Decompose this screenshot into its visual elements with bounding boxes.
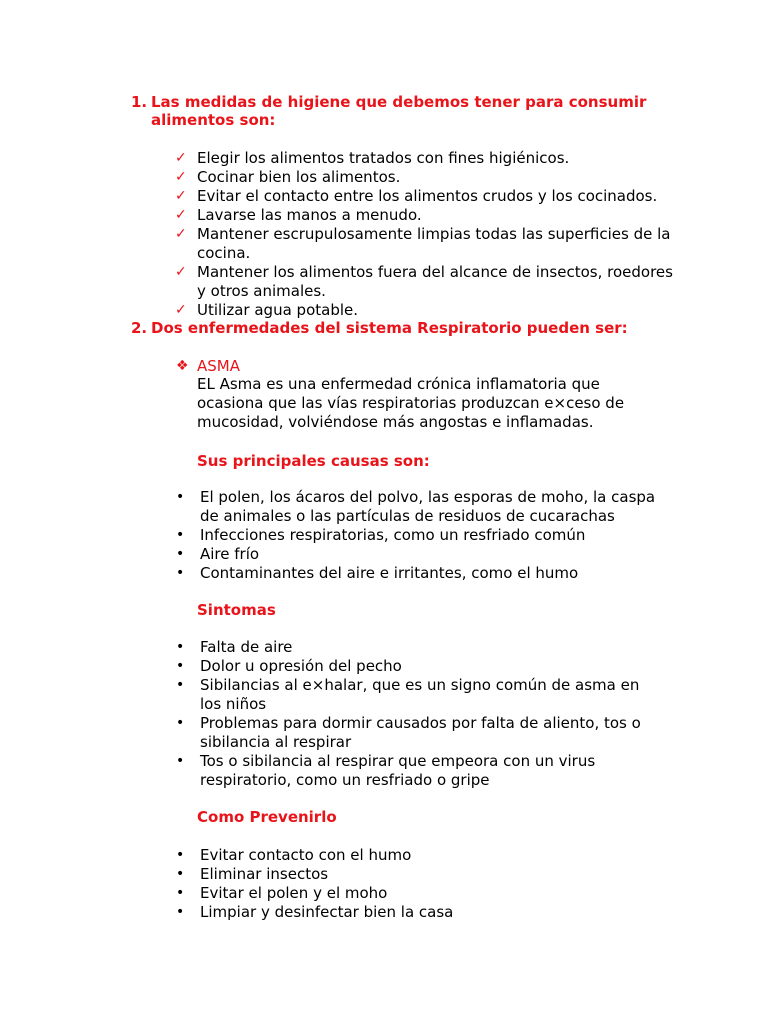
list-item-text: Mantener los alimentos fuera del alcance de insectos, roedores xyxy=(197,263,673,281)
list-item xyxy=(0,564,768,583)
list-item xyxy=(0,903,768,922)
list-item-text: los niños xyxy=(200,695,267,713)
check-icon: ✓ xyxy=(175,302,187,318)
bullet-icon: • xyxy=(176,658,185,674)
check-icon: ✓ xyxy=(175,226,187,242)
list-item xyxy=(0,545,768,564)
list-item xyxy=(0,846,768,865)
bullet-icon: • xyxy=(176,639,185,655)
bullet-icon: • xyxy=(176,866,185,882)
causes-heading: Sus principales causas son: xyxy=(197,452,430,470)
list-item-text: Contaminantes del aire e irritantes, como el humo xyxy=(200,564,579,582)
section-1-title-line-2: alimentos son: xyxy=(151,111,276,129)
list-item-text: Eliminar insectos xyxy=(200,865,329,883)
check-icon: ✓ xyxy=(175,188,187,204)
description-line: EL Asma es una enfermedad crónica inflamatoria que xyxy=(197,375,600,393)
list-item-text: Limpiar y desinfectar bien la casa xyxy=(200,903,454,921)
checklist-item xyxy=(0,206,768,225)
list-item-text: respiratorio, como un resfriado o gripe xyxy=(200,771,490,789)
section-1-number: 1. xyxy=(131,93,148,111)
list-item-text: Evitar el polen y el moho xyxy=(200,884,388,902)
list-item-text: Dolor u opresión del pecho xyxy=(200,657,402,675)
list-item-text: Aire frío xyxy=(200,545,260,563)
checklist-item xyxy=(0,168,768,187)
bullet-icon: • xyxy=(176,546,185,562)
list-item-text: Infecciones respiratorias, como un resfriado común xyxy=(200,526,586,544)
list-item-text: El polen, los ácaros del polvo, las esporas de moho, la caspa xyxy=(200,488,656,506)
list-item-text: Elegir los alimentos tratados con fines higiénicos. xyxy=(197,149,570,167)
list-item-text: y otros animales. xyxy=(197,282,326,300)
description-line: ocasiona que las vías respiratorias produzcan e×ceso de xyxy=(197,394,625,412)
symptoms-heading: Sintomas xyxy=(197,601,276,619)
list-item xyxy=(0,638,768,657)
list-item-text: Utilizar agua potable. xyxy=(197,301,359,319)
bullet-icon: • xyxy=(176,715,185,731)
list-item-text: Sibilancias al e×halar, que es un signo común de asma en xyxy=(200,676,640,694)
list-item-text: Falta de aire xyxy=(200,638,293,656)
list-item xyxy=(0,752,768,790)
checklist-item xyxy=(0,225,768,263)
section-2-title: Dos enfermedades del sistema Respiratorio pueden ser: xyxy=(151,319,628,337)
section-1-title-line-1: Las medidas de higiene que debemos tener para consumir xyxy=(151,93,647,111)
bullet-icon: • xyxy=(176,885,185,901)
bullet-icon: • xyxy=(176,904,185,920)
section-2-heading xyxy=(131,319,691,338)
check-icon: ✓ xyxy=(175,264,187,280)
list-item-text: Lavarse las manos a menudo. xyxy=(197,206,422,224)
list-item-text: cocina. xyxy=(197,244,251,262)
list-item-text: Mantener escrupulosamente limpias todas las superficies de la xyxy=(197,225,671,243)
list-item xyxy=(0,526,768,545)
checklist-item xyxy=(0,301,768,320)
disease-name: ASMA xyxy=(197,357,240,375)
list-item xyxy=(0,488,768,526)
list-item xyxy=(0,657,768,676)
list-item-text: de animales o las partículas de residuos de cucarachas xyxy=(200,507,615,525)
bullet-icon: • xyxy=(176,677,185,693)
check-icon: ✓ xyxy=(175,207,187,223)
list-item-text: Evitar el contacto entre los alimentos crudos y los cocinados. xyxy=(197,187,658,205)
check-icon: ✓ xyxy=(175,169,187,185)
bullet-icon: • xyxy=(176,753,185,769)
prevention-heading: Como Prevenirlo xyxy=(197,808,337,826)
list-item xyxy=(0,865,768,884)
check-icon: ✓ xyxy=(175,150,187,166)
bullet-icon: • xyxy=(176,565,185,581)
description-line: mucosidad, volviéndose más angostas e inflamadas. xyxy=(197,413,594,431)
list-item-text: sibilancia al respirar xyxy=(200,733,352,751)
list-item xyxy=(0,714,768,752)
bullet-icon: • xyxy=(176,489,185,505)
checklist-item xyxy=(0,263,768,301)
list-item-text: Cocinar bien los alimentos. xyxy=(197,168,401,186)
diamond-bullet-icon: ❖ xyxy=(176,358,189,374)
section-2-number: 2. xyxy=(131,319,148,337)
bullet-icon: • xyxy=(176,527,185,543)
list-item-text: Tos o sibilancia al respirar que empeora con un virus xyxy=(200,752,596,770)
bullet-icon: • xyxy=(176,847,185,863)
section-1-heading xyxy=(131,93,691,131)
list-item xyxy=(0,884,768,903)
list-item-text: Evitar contacto con el humo xyxy=(200,846,412,864)
list-item-text: Problemas para dormir causados por falta de aliento, tos o xyxy=(200,714,641,732)
list-item xyxy=(0,676,768,714)
checklist-item xyxy=(0,187,768,206)
checklist-item xyxy=(0,149,768,168)
